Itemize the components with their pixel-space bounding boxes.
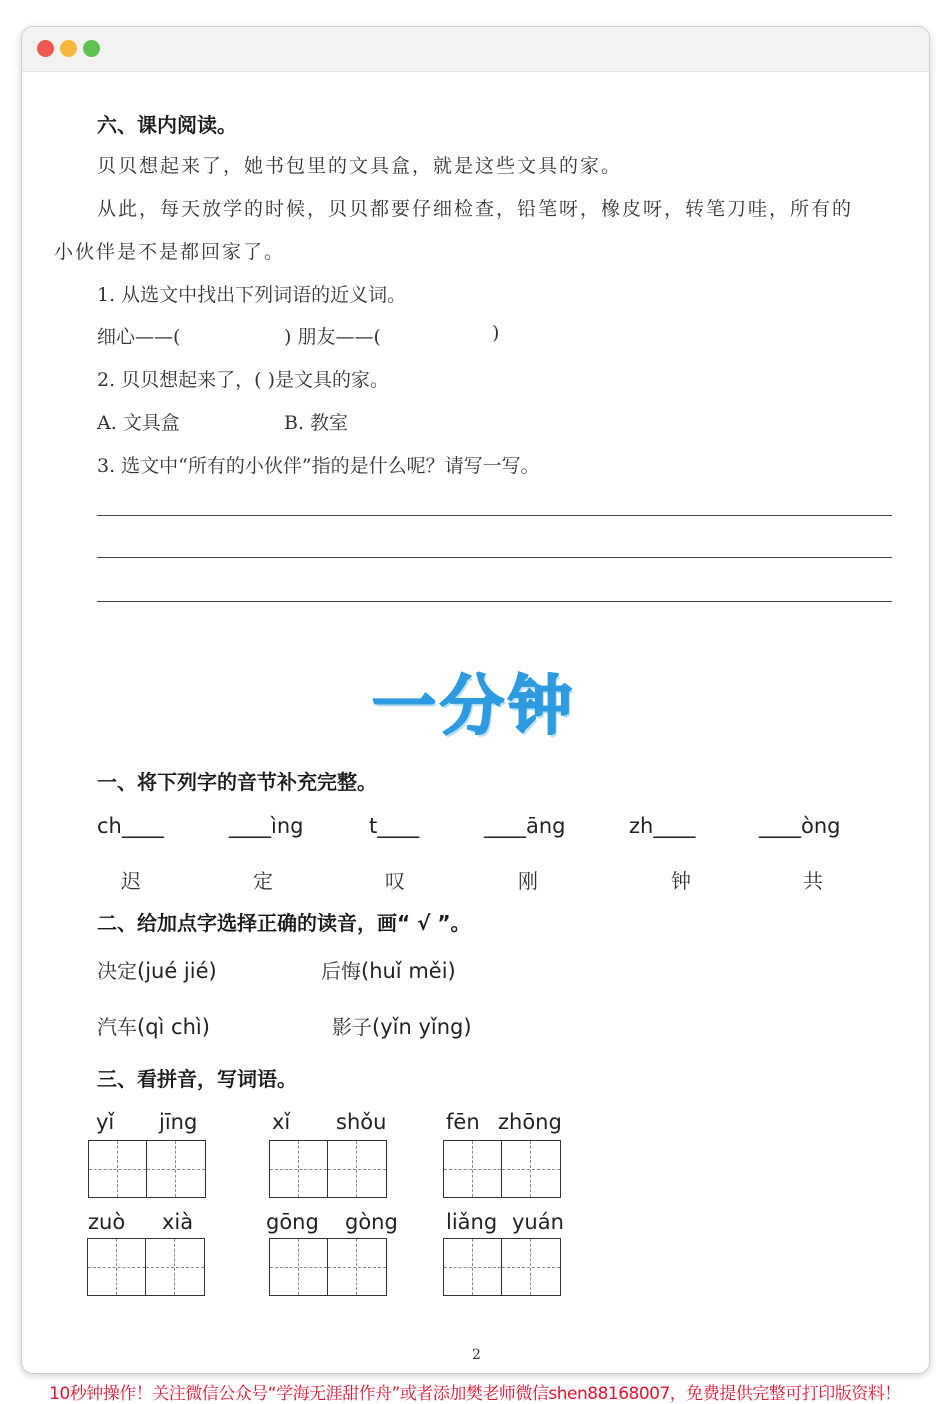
choice-2-word: 后悔 <box>321 959 361 983</box>
syllable-2: ____ìng <box>229 814 304 838</box>
window-titlebar <box>22 27 929 72</box>
choice-4-options[interactable]: (yǐn yǐng) <box>372 1015 472 1039</box>
document-window <box>21 26 930 1374</box>
minimize-window-icon[interactable] <box>60 40 77 57</box>
word-1-writing-grid[interactable] <box>88 1140 206 1198</box>
question-2: 2. 贝贝想起来了，( )是文具的家。 <box>97 369 390 391</box>
char-1: 迟 <box>121 869 141 893</box>
close-window-icon[interactable] <box>37 40 54 57</box>
word-2-pinyin-1: xǐ <box>272 1110 291 1134</box>
char-5: 钟 <box>671 869 691 893</box>
lesson-title: 一分钟 <box>372 670 576 744</box>
word-6-pinyin-1: liǎng <box>446 1210 498 1234</box>
choice-3-word: 汽车 <box>97 1015 137 1039</box>
word-6-pinyin-2: yuán <box>512 1210 564 1234</box>
choice-3-options[interactable]: (qì chì) <box>137 1015 210 1039</box>
choice-2-options[interactable]: (huǐ měi) <box>361 959 456 983</box>
reading-choice-4 <box>332 1011 472 1040</box>
reading-paragraph-2-line-2: 小伙伴是不是都回家了。 <box>54 241 286 263</box>
choice-1-options[interactable]: (jué jié) <box>137 959 217 983</box>
choice-4-word: 影子 <box>332 1015 372 1039</box>
answer-line-3[interactable] <box>97 601 892 602</box>
reading-choice-2 <box>321 955 456 984</box>
word-4-pinyin-1: zuò <box>88 1210 126 1234</box>
char-3: 叹 <box>385 869 405 893</box>
question-1-blank-b-close: ) <box>492 322 500 344</box>
reading-choice-1 <box>97 955 217 984</box>
question-1: 1. 从选文中找出下列词语的近义词。 <box>97 284 407 306</box>
question-2-option-b: B. 教室 <box>284 412 349 434</box>
word-4-pinyin-2: xià <box>162 1210 194 1234</box>
question-1-blank-a-label: 细心——( <box>97 326 181 348</box>
page-number: 2 <box>472 1347 481 1363</box>
word-3-pinyin-1: fēn <box>446 1110 480 1134</box>
syllable-3: t____ <box>369 814 420 838</box>
word-4-writing-grid[interactable] <box>87 1238 205 1296</box>
char-2: 定 <box>253 869 273 893</box>
reading-paragraph-2-line-1: 从此，每天放学的时候，贝贝都要仔细检查，铅笔呀，橡皮呀，转笔刀哇，所有的 <box>97 198 854 220</box>
question-1-blank-b-label: ) 朋友——( <box>284 326 381 348</box>
syllable-6: ____òng <box>759 814 841 838</box>
reading-heading: 六、课内阅读。 <box>97 113 237 137</box>
word-5-pinyin-1: gōng <box>266 1210 319 1234</box>
syllable-4: ____āng <box>484 814 566 838</box>
syllable-1: ch____ <box>97 814 164 838</box>
section-1-heading: 一、将下列字的音节补充完整。 <box>97 770 377 794</box>
answer-line-2[interactable] <box>97 557 892 558</box>
reading-paragraph-1: 贝贝想起来了，她书包里的文具盒，就是这些文具的家。 <box>97 155 623 177</box>
word-1-pinyin-2: jīng <box>159 1110 198 1134</box>
word-1-pinyin-1: yǐ <box>96 1110 115 1134</box>
reading-choice-3 <box>97 1011 210 1040</box>
word-3-writing-grid[interactable] <box>443 1140 561 1198</box>
choice-1-word: 决定 <box>97 959 137 983</box>
word-3-pinyin-2: zhōng <box>498 1110 562 1134</box>
char-6: 共 <box>803 869 823 893</box>
section-3-heading: 三、看拼音，写词语。 <box>97 1067 297 1091</box>
promo-footer: 10秒钟操作！关注微信公众号“学海无涯甜作舟”或者添加樊老师微信shen88168007，免费提供完整可打印版资料！ <box>49 1384 901 1404</box>
word-2-writing-grid[interactable] <box>269 1140 387 1198</box>
char-4: 刚 <box>518 869 538 893</box>
answer-line-1[interactable] <box>97 515 892 516</box>
question-3: 3. 选文中“所有的小伙伴”指的是什么呢？请写一写。 <box>97 455 540 477</box>
maximize-window-icon[interactable] <box>83 40 100 57</box>
word-5-writing-grid[interactable] <box>269 1238 387 1296</box>
word-5-pinyin-2: gòng <box>345 1210 398 1234</box>
syllable-5: zh____ <box>629 814 696 838</box>
question-2-option-a: A. 文具盒 <box>97 412 180 434</box>
word-6-writing-grid[interactable] <box>443 1238 561 1296</box>
section-2-heading: 二、给加点字选择正确的读音，画“ √ ”。 <box>97 911 471 935</box>
word-2-pinyin-2: shǒu <box>336 1110 387 1134</box>
